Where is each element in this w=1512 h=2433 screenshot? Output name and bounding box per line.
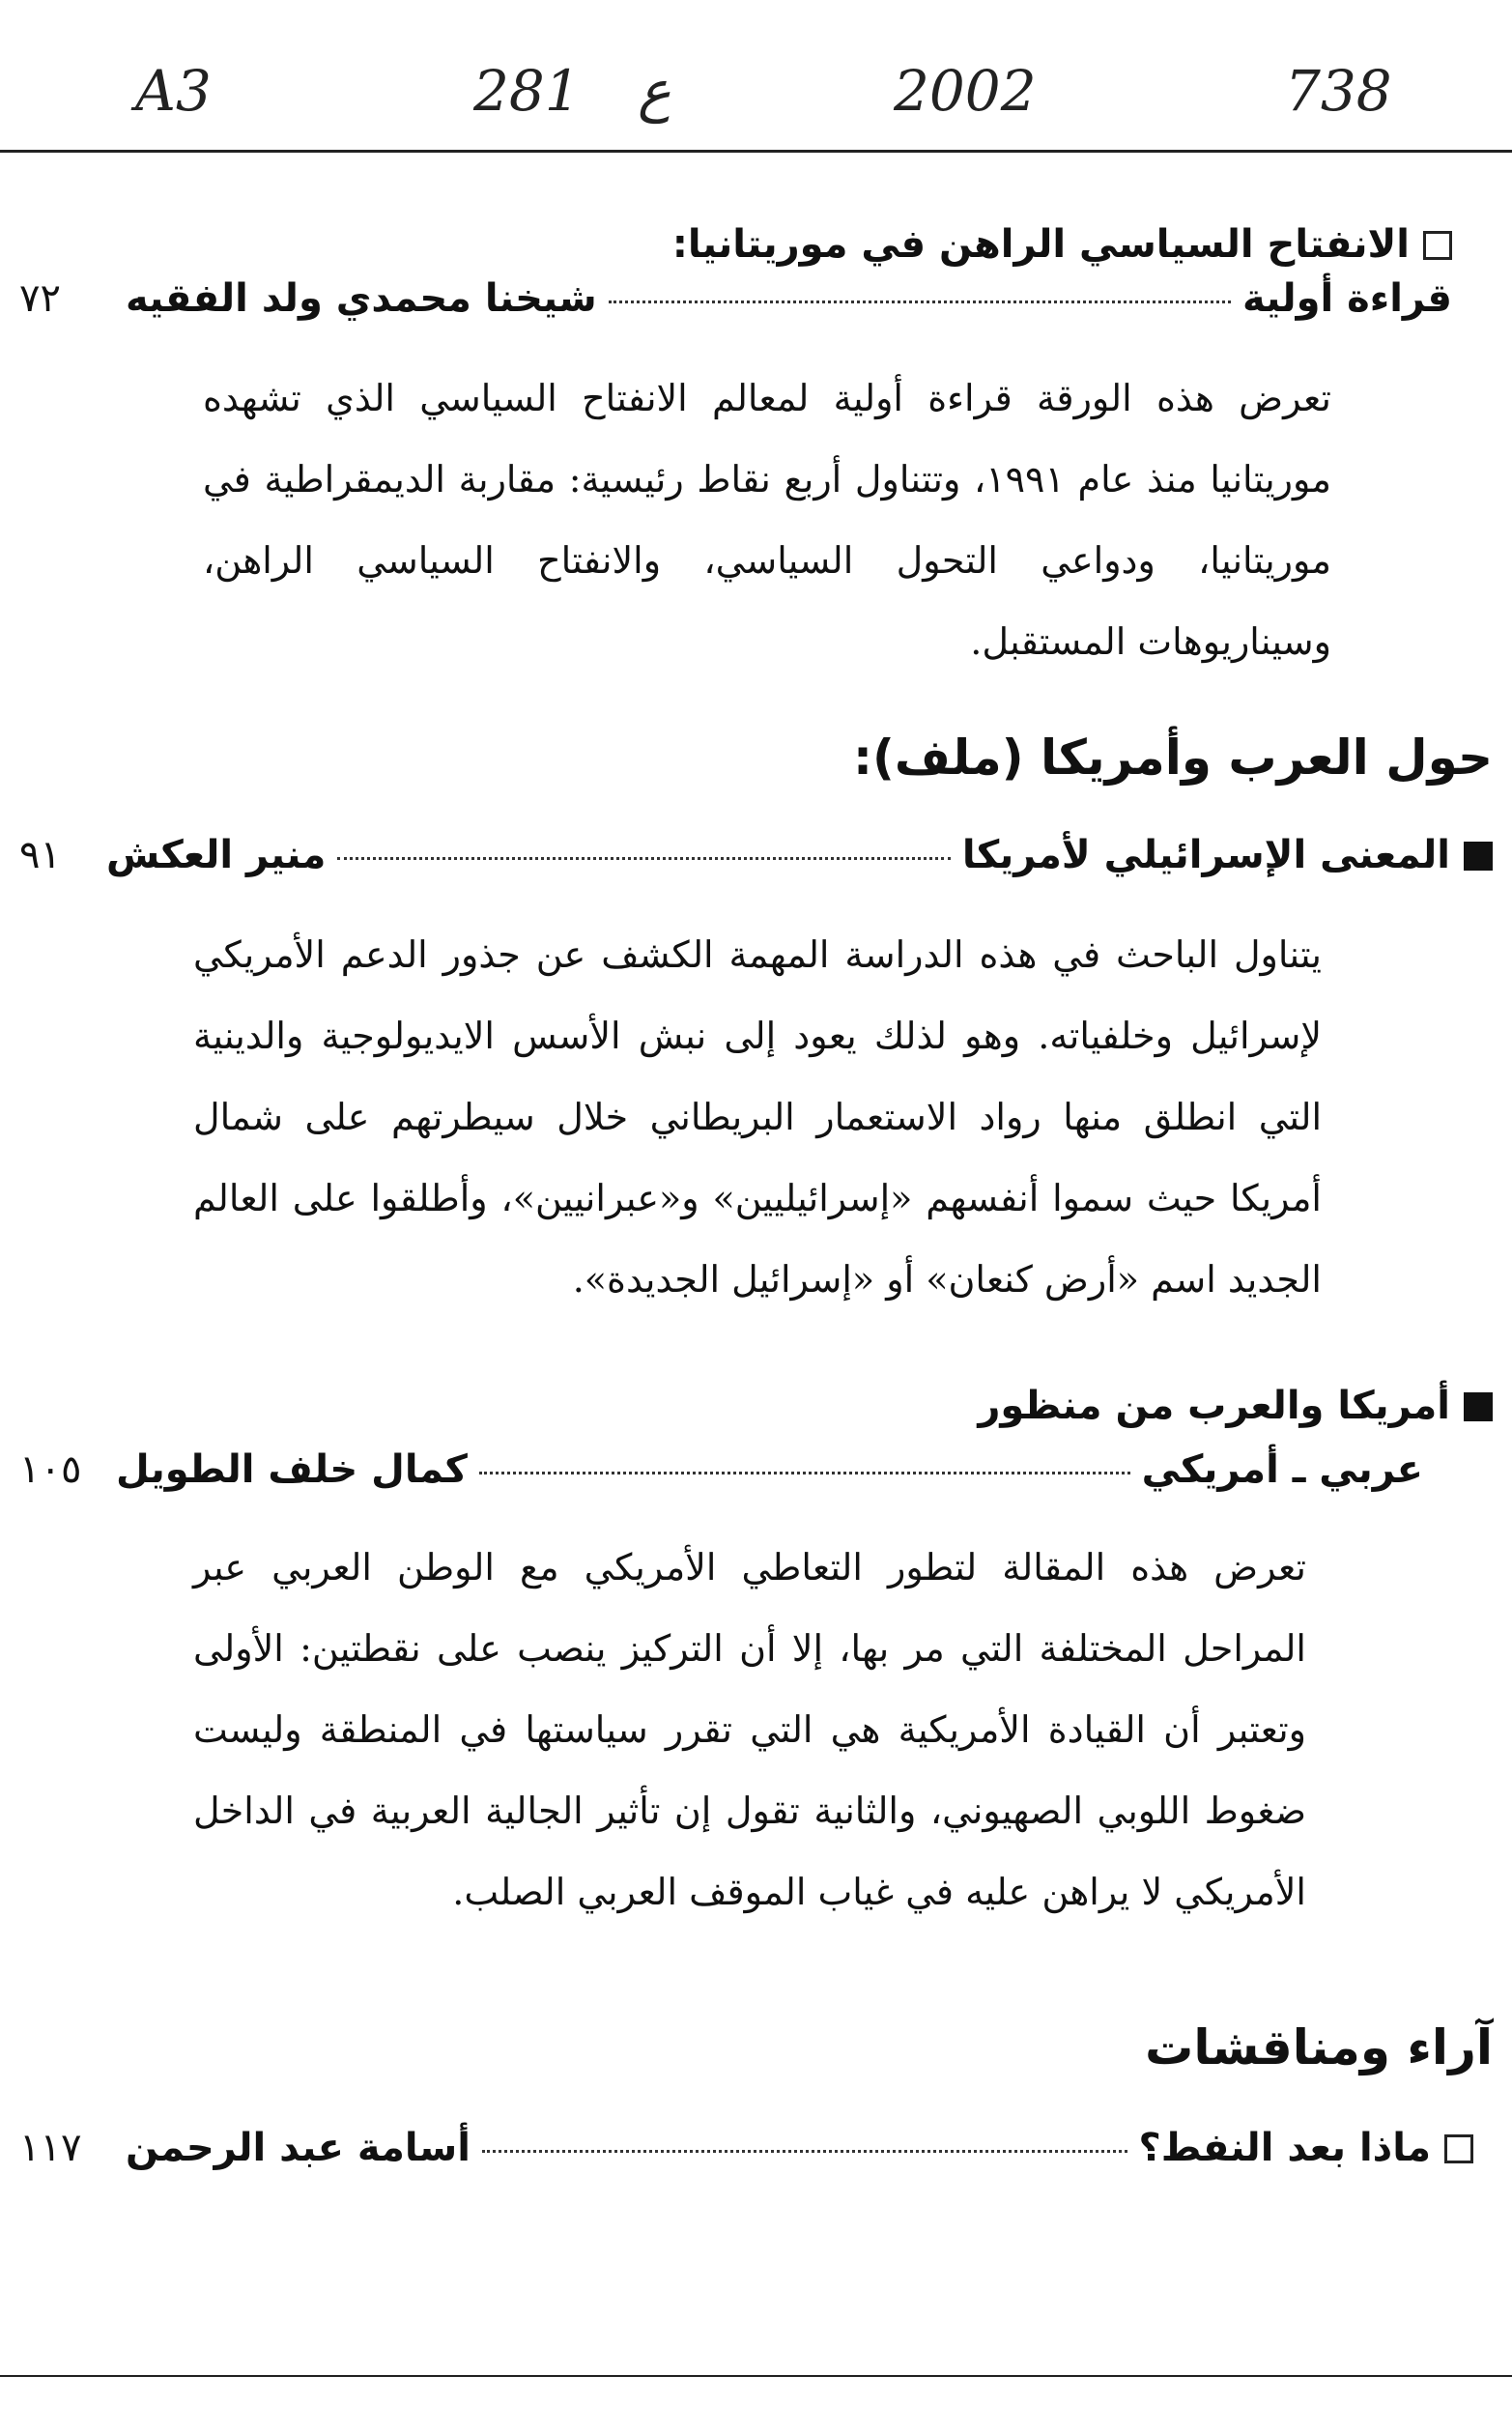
entry-3-title-line1 <box>978 1384 1493 1428</box>
entry-1-abstract: تعرض هذه الورقة قراءة أولية لمعالم الانفتاح السياسي الذي تشهده موريتانيا منذ عام ١٩٩١، وتتناول أربع نقاط رئيسية: مقاربة الديمقراطية في موريتانيا، ودواعي التحول السياسي، والانفتاح السياسي الراهن، وسيناريوهات المستقبل. <box>203 377 1331 663</box>
entry-1-title-line2: قراءة أولية <box>1242 276 1452 321</box>
entry-3-abstract: تعرض هذه المقالة لتطور التعاطي الأمريكي مع الوطن العربي عبر المراحل المختلفة التي مر بها، إلا أن التركيز ينصب على نقطتين: الأولى وتعتبر أن القيادة الأمريكية هي التي تقرر سياستها في المنطقة وليست ضغوط اللوبي الصهيوني، والثانية تقول إن تأثير الجالية العربية في الداخل الأمريكي لا يراهن عليه في غياب الموقف العربي الصلب. <box>193 1546 1306 1913</box>
entry-1-author: شيخنا محمدي ولد الفقيه <box>126 276 597 321</box>
handwritten-note-year: 2002 <box>894 58 1037 124</box>
entry-1-title-text: الانفتاح السياسي الراهن في موريتانيا: <box>671 222 1410 267</box>
handwritten-note-a3: A3 <box>135 58 212 124</box>
entry-2-title <box>962 833 1493 877</box>
leader-dots <box>479 1472 1130 1474</box>
section-heading-opinions: آراء ومناقشات <box>1145 2019 1493 2075</box>
entry-3-author: كمال خلف الطويل <box>116 1447 468 1492</box>
section-heading-arab-america: حول العرب وأمريكا (ملف): <box>853 730 1493 786</box>
entry-2-page-number: ٩١ <box>19 833 61 877</box>
entry-4-title <box>1139 2126 1473 2170</box>
entry-2-toc-row <box>19 833 1493 877</box>
entry-4-author: أسامة عبد الرحمن <box>126 2126 471 2170</box>
handwritten-note-ain: ع <box>638 58 671 124</box>
entry-4-toc-row <box>19 2126 1473 2170</box>
leader-dots <box>609 301 1231 303</box>
bottom-rule <box>0 2375 1512 2377</box>
checkbox-outline-icon <box>1444 2134 1473 2163</box>
black-square-icon <box>1464 842 1493 871</box>
leader-dots <box>337 857 951 860</box>
leader-dots <box>482 2150 1127 2153</box>
entry-3-title-text: أمريكا والعرب من منظور <box>978 1384 1450 1428</box>
entry-3-page-number: ١٠٥ <box>19 1447 82 1492</box>
black-square-icon <box>1464 1392 1493 1421</box>
entry-1-toc-row <box>19 276 1452 321</box>
entry-2-abstract: يتناول الباحث في هذه الدراسة المهمة الكشف عن جذور الدعم الأمريكي لإسرائيل وخلفياته. وهو لذلك يعود إلى نبش الأسس الايديولوجية والدينية التي انطلق منها رواد الاستعمار البريطاني خلال سيطرتهم على شمال أمريكا حيث سموا أنفسهم «إسرائيليين» و«عبرانيين»، وأطلقوا على العالم الجديد اسم «أرض كنعان» أو «إسرائيل الجديدة». <box>193 933 1322 1301</box>
entry-2-author: منير العكش <box>106 833 327 877</box>
entry-4-title-text: ماذا بعد النفط؟ <box>1138 2126 1431 2170</box>
entry-2-title-text: المعنى الإسرائيلي لأمريكا <box>961 833 1450 877</box>
entry-4-page-number: ١١٧ <box>19 2126 82 2170</box>
handwritten-note-738: 738 <box>1285 58 1392 124</box>
entry-3-title-line2: عربي ـ أمريكي <box>1141 1447 1423 1492</box>
handwritten-note-281: 281 <box>473 58 581 124</box>
top-rule <box>0 150 1512 153</box>
checkbox-outline-icon <box>1423 231 1452 260</box>
entry-1-page-number: ٧٢ <box>19 276 61 321</box>
entry-1-title-line1 <box>672 222 1452 267</box>
entry-3-toc-row <box>19 1447 1423 1492</box>
